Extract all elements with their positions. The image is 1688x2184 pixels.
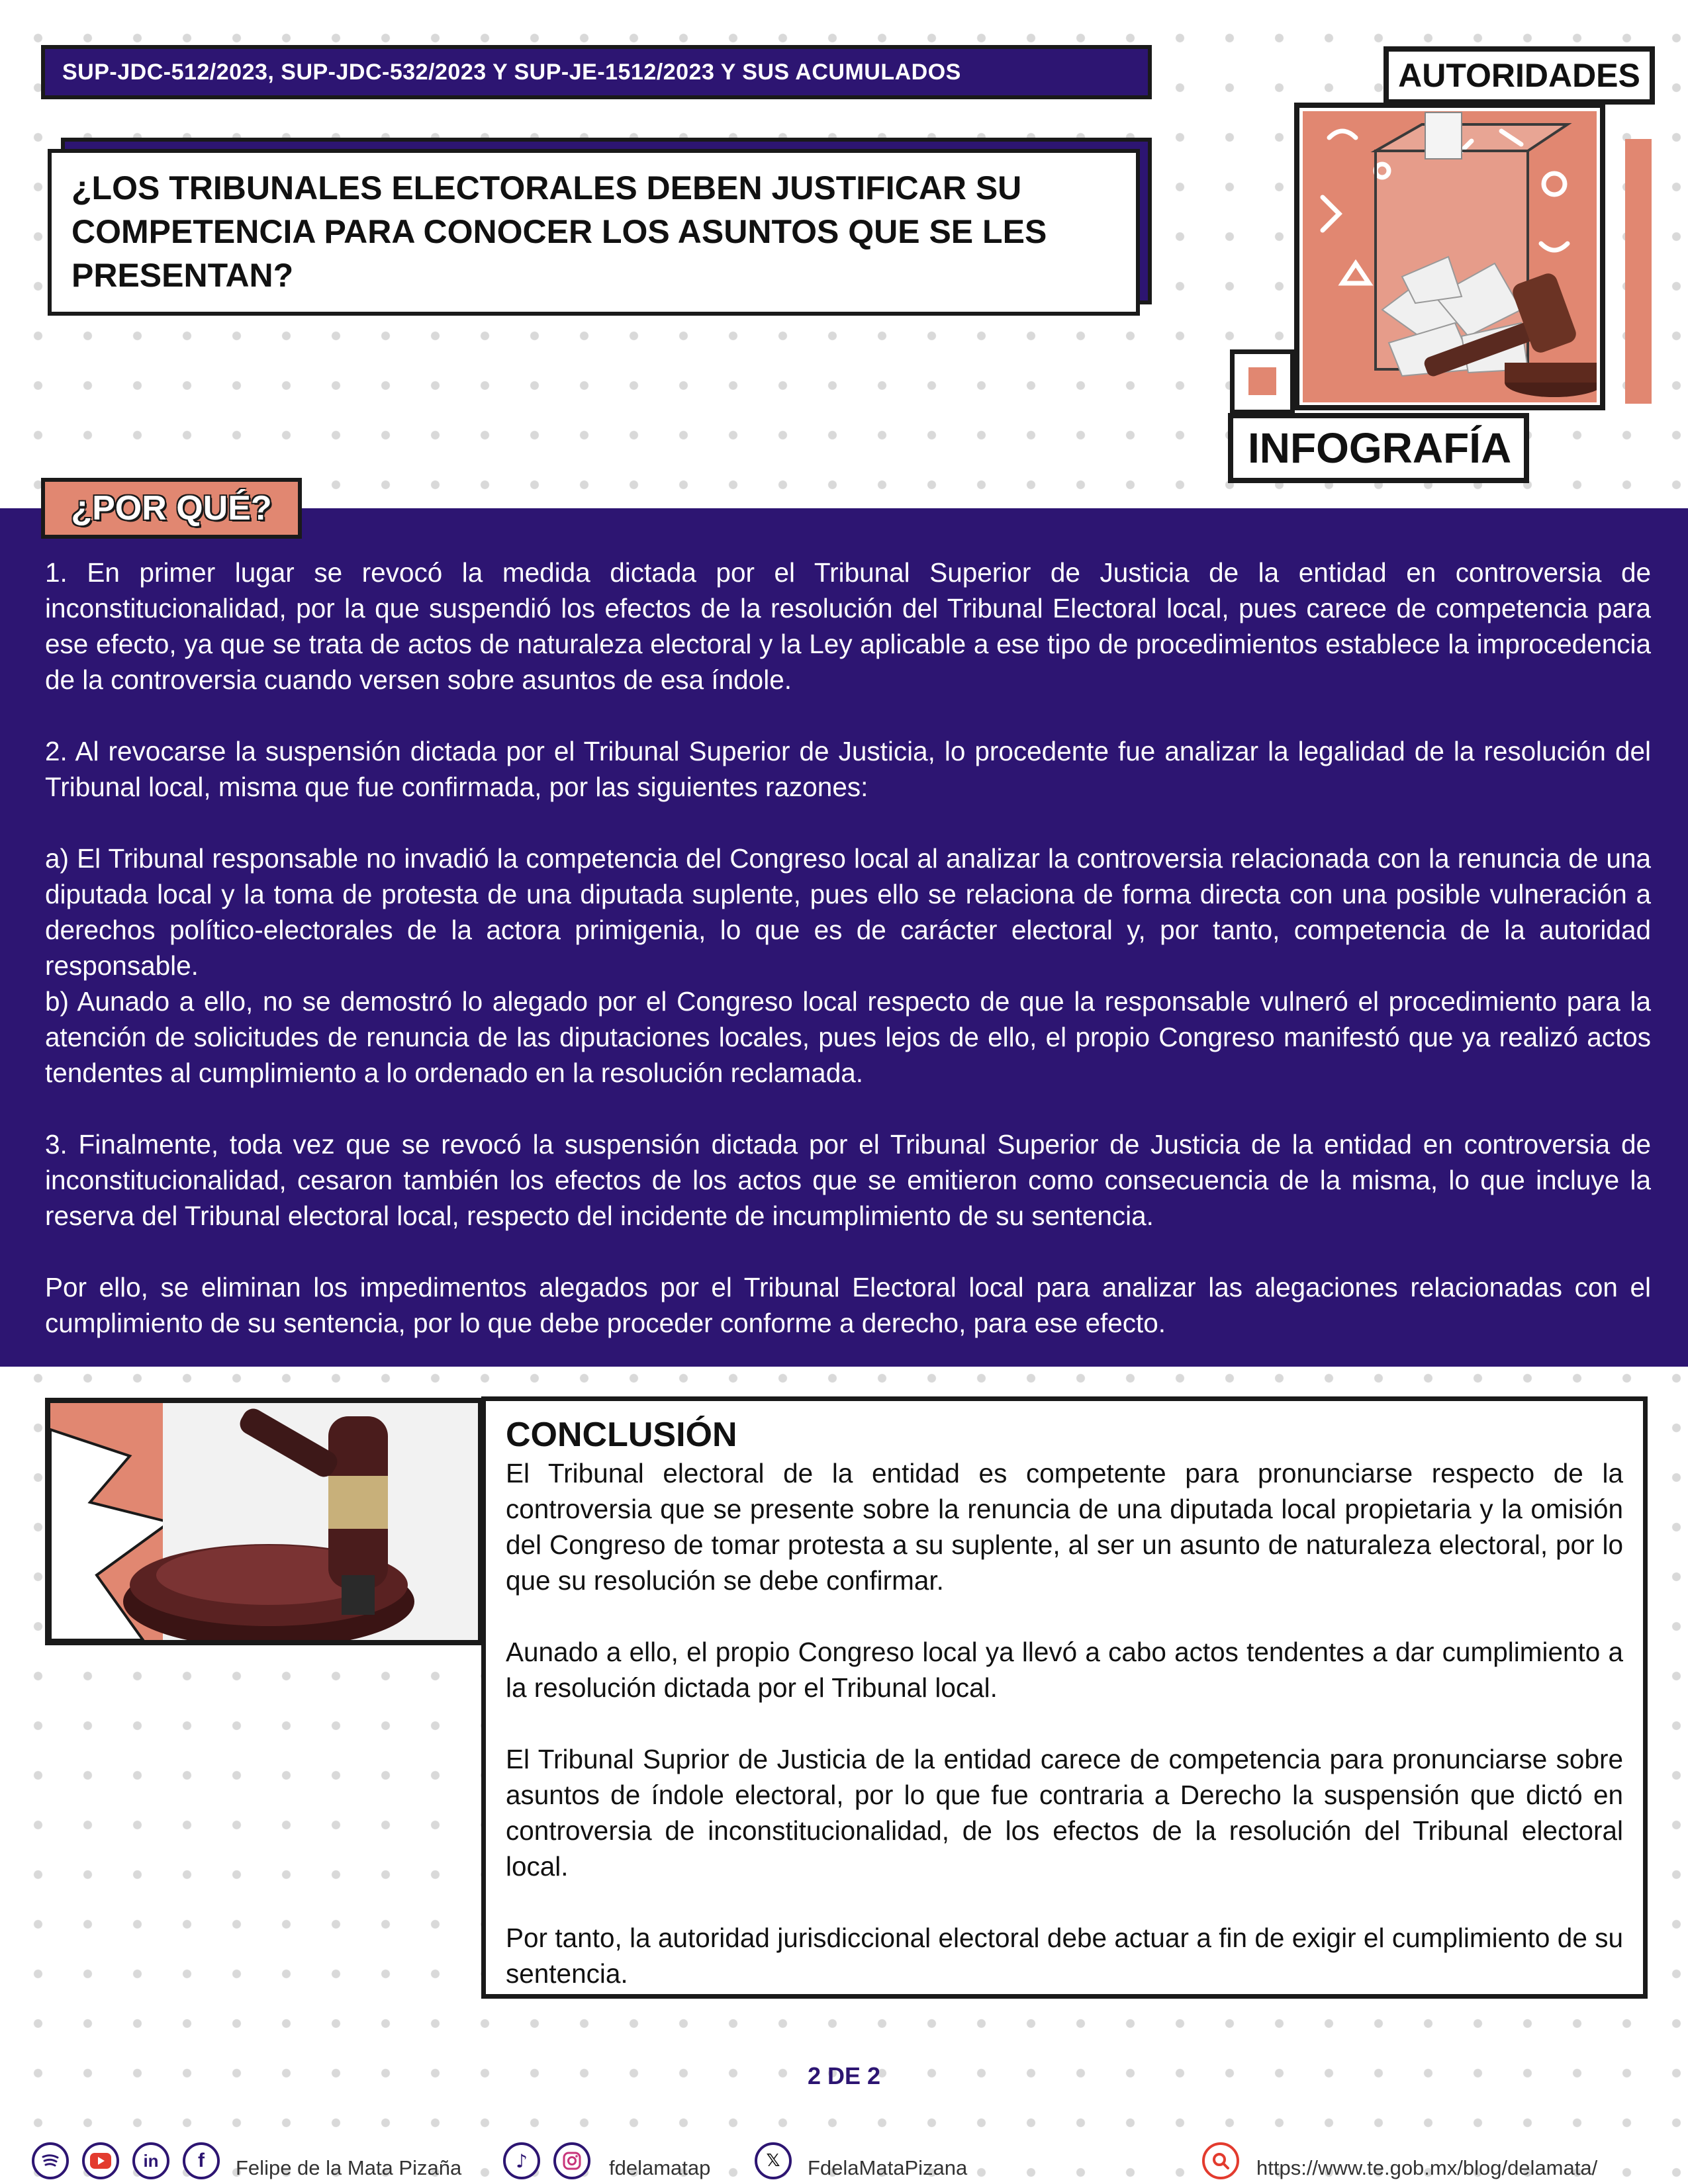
ballot-box-gavel-image [1303, 111, 1597, 402]
youtube-icon[interactable] [82, 2142, 119, 2179]
reason-2: 2. Al revocarse la suspensión dictada por el Tribunal Superior de Justicia, lo procedente fue analizar la legalidad de la resolución del Tribunal local, misma que fue confirmada, por las siguientes razones: [45, 736, 1651, 802]
conclusion-paragraph-2: Aunado a ello, el propio Congreso local ya llevó a cabo actos tendentes a dar cumplimiento a la resolución dictada por el Tribunal local. [506, 1637, 1623, 1703]
conclusion-paragraph-3: El Tribunal Suprior de Justicia de la entidad carece de competencia para pronunciarse sobre asuntos de índole electoral, por lo que fue contraria a Derecho la suspensión que dictó en controversia de inconstitucionalidad, de los efectos de la resolución del Tribunal electoral local. [506, 1744, 1623, 1882]
footer-handle-social: fdelamatap [609, 2156, 711, 2179]
reasons-text [45, 555, 1651, 1341]
page-number: 2 DE 2 [807, 2062, 881, 2089]
decorative-stripe [1625, 139, 1652, 404]
ballot-box-gavel-illustration [1303, 111, 1597, 402]
spotify-icon[interactable] [32, 2142, 69, 2179]
infografia-label: INFOGRAFÍA [1228, 413, 1529, 483]
gavel-image [50, 1403, 478, 1640]
website-icon[interactable] [1202, 2142, 1239, 2179]
footer-name: Felipe de la Mata Pizaña [236, 2156, 462, 2179]
instagram-icon[interactable] [553, 2142, 590, 2179]
x-icon[interactable]: 𝕏 [755, 2142, 792, 2179]
conclusion-title: CONCLUSIÓN [506, 1416, 737, 1454]
conclusion-box [481, 1396, 1648, 1999]
reason-2a: a) El Tribunal responsable no invadió la competencia del Congreso local al analizar la controversia relacionada con la renuncia de una diputada local y la toma de protesta de una diputada suplente, pues ello se relaciona de forma directa con una posible vulneración a derechos político-electorales de la actora primigenia, lo que es de carácter electoral y, por tanto, competencia de la autoridad responsable. [45, 843, 1651, 981]
case-numbers-text: SUP-JDC-512/2023, SUP-JDC-532/2023 Y SUP-JE-1512/2023 Y SUS ACUMULADOS [62, 59, 961, 85]
conclusion-paragraph-1: El Tribunal electoral de la entidad es competente para pronunciarse respecto de la controversia que se presente sobre la renuncia de una diputada local propietaria y la omisión del Congreso de tomar protesta a su suplente, al ser un asunto de naturaleza electoral, por lo que su resolución se debe confirmar. [506, 1458, 1623, 1596]
conclusion-text [506, 1455, 1623, 1991]
case-numbers-bar [41, 45, 1152, 99]
footer-url[interactable]: https://www.te.gob.mx/blog/delamata/ [1256, 2156, 1598, 2179]
reason-4: Por ello, se eliminan los impedimentos alegados por el Tribunal Electoral local para analizar las alegaciones relacionadas con el cumplimiento de su sentencia, por lo que debe proceder conforme a derecho, para ese efecto. [45, 1272, 1651, 1338]
autoridades-label: AUTORIDADES [1383, 46, 1655, 105]
reason-1: 1. En primer lugar se revocó la medida dictada por el Tribunal Superior de Justicia de la entidad en controversia de inconstitucionalidad, por la que suspendió los efectos de la resolución del Tribunal Electoral local, pues carece de competencia para ese efecto, ya que se trata de actos de naturaleza electoral y la Ley aplicable a ese tipo de procedimientos establece la improcedencia de la controversia cuando versen sobre asuntos de esa índole. [45, 557, 1651, 695]
conclusion-paragraph-4: Por tanto, la autoridad jurisdiccional electoral debe actuar a fin de exigir el cumplimiento de su sentencia. [506, 1923, 1623, 1989]
decorative-square-fill [1248, 367, 1276, 395]
footer-handle-x: FdelaMataPizana [808, 2156, 968, 2179]
tiktok-icon[interactable]: ♪ [503, 2142, 540, 2179]
question-title: ¿LOS TRIBUNALES ELECTORALES DEBEN JUSTIFICAR SU COMPETENCIA PARA CONOCER LOS ASUNTOS QUE SE LES PRESENTAN? [48, 149, 1140, 316]
facebook-icon[interactable]: f [183, 2142, 220, 2179]
gavel-illustration [45, 1398, 483, 1645]
por-que-label: ¿POR QUÉ? [41, 478, 302, 539]
reason-3: 3. Finalmente, toda vez que se revocó la suspensión dictada por el Tribunal Superior de Justicia de la entidad en controversia de inconstitucionalidad, cesaron también los efectos de los actos que se emitieron como consecuencia de la misma, lo que incluye la reserva del Tribunal electoral local, respecto del incidente de incumplimiento de su sentencia. [45, 1129, 1651, 1231]
linkedin-icon[interactable]: in [132, 2142, 169, 2179]
reason-2b: b) Aunado a ello, no se demostró lo alegado por el Congreso local respecto de que la responsable vulneró el procedimiento para la atención de solicitudes de renuncia de las diputaciones locales, pues lejos de ello, el propio Congreso manifestó que ya realizó actos tendentes al cumplimiento a lo ordenado en la resolución reclamada. [45, 986, 1651, 1088]
